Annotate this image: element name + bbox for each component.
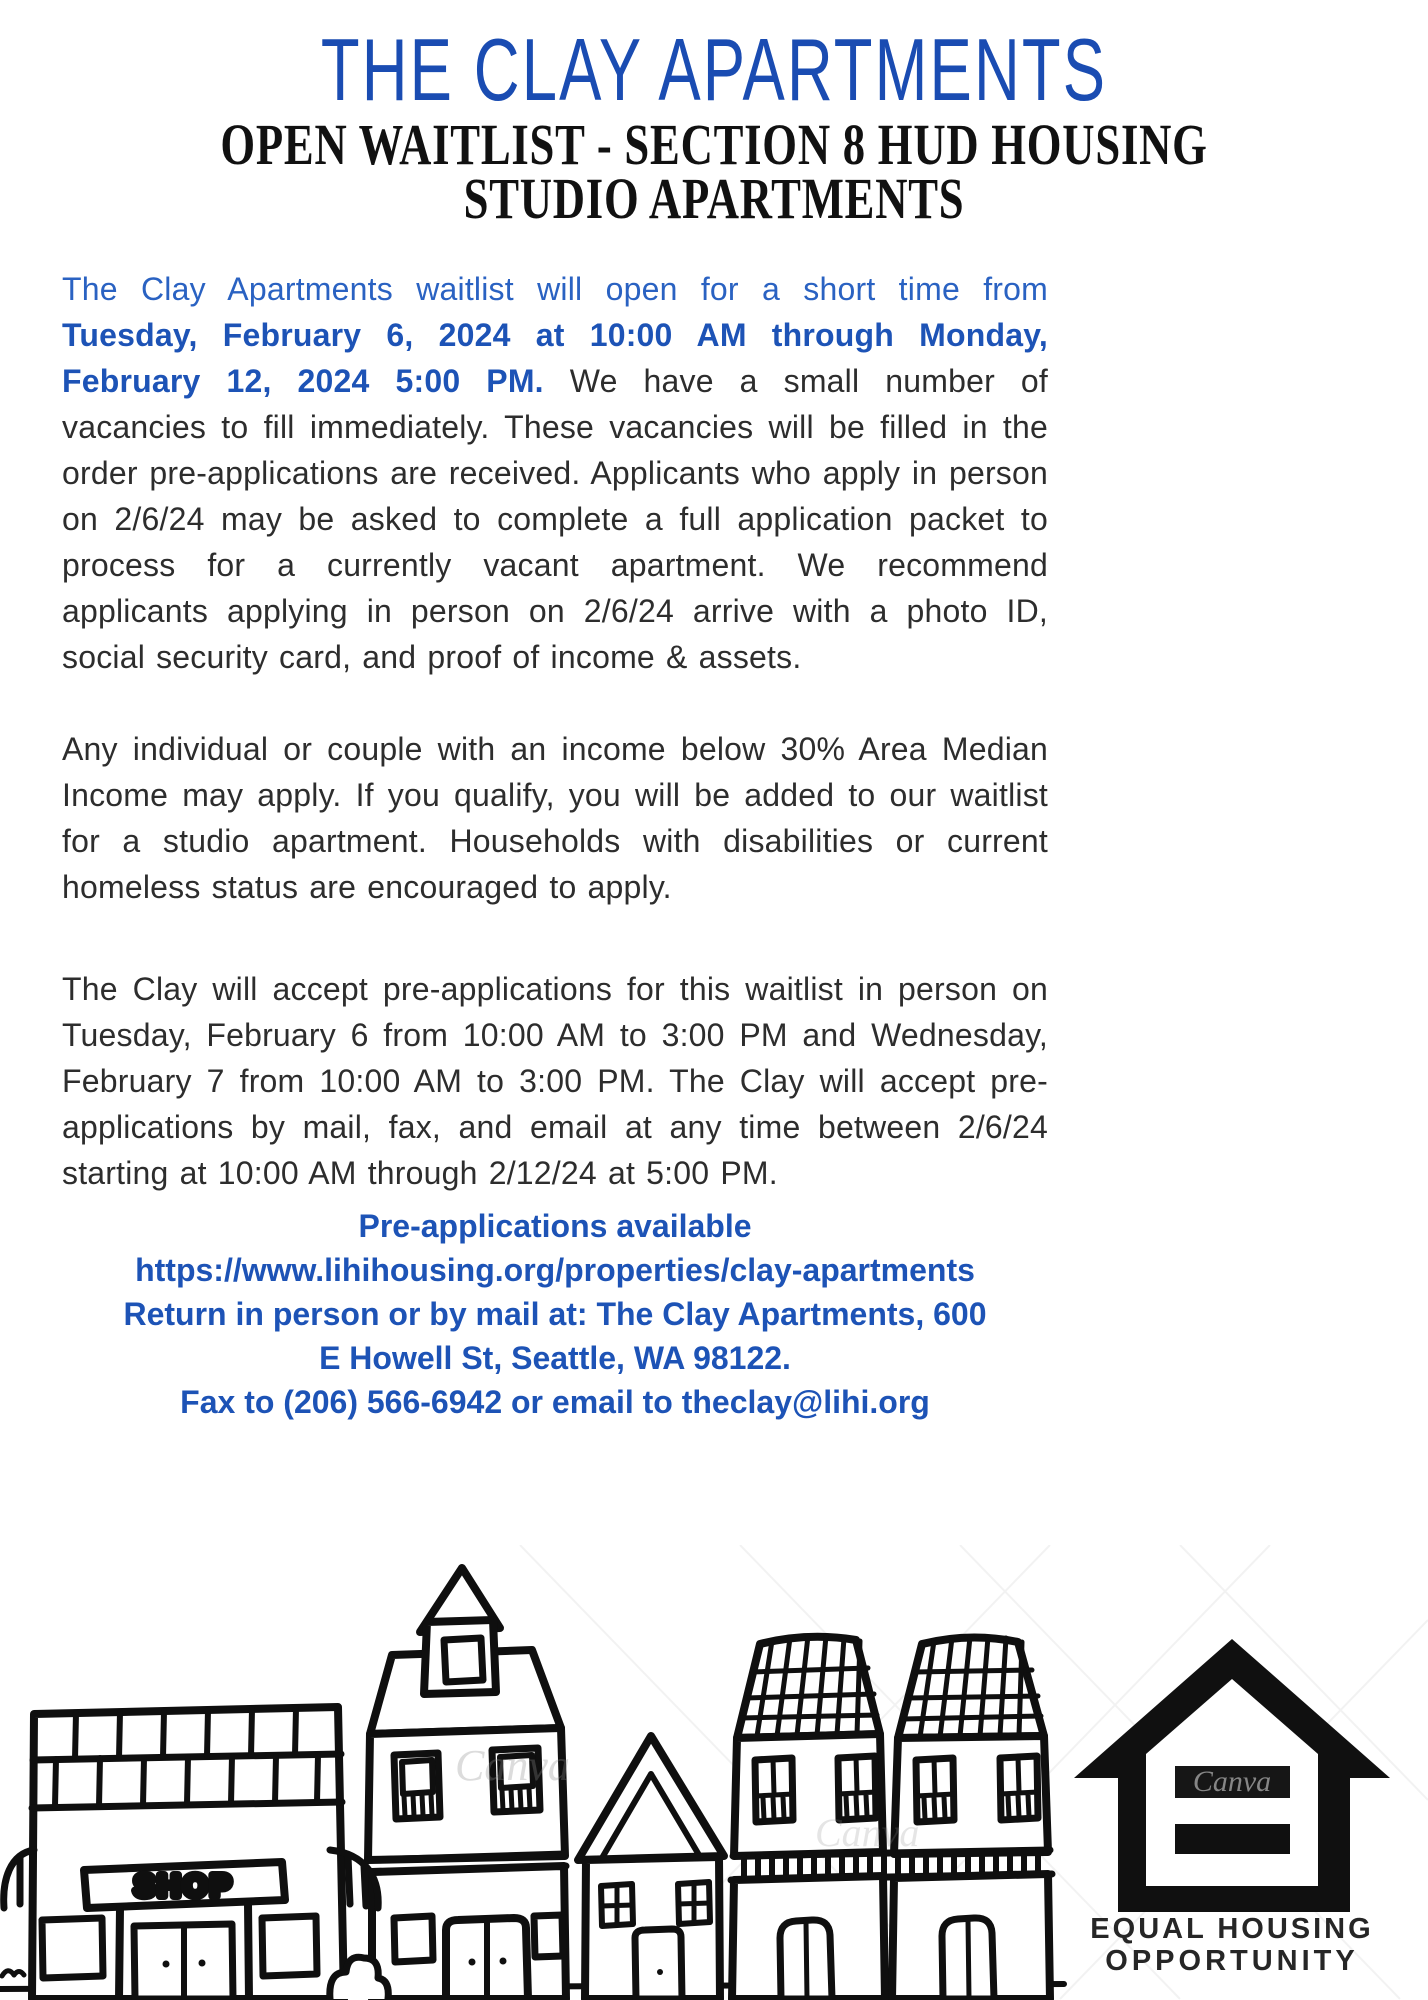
canva-watermark: Canva	[1192, 1765, 1272, 1798]
eho-label-line-2: OPPORTUNITY	[1105, 1945, 1359, 1977]
acceptance-paragraph: The Clay will accept pre-applications for this waitlist in person on Tuesday, February 6 from 10:00 AM to 3:00 PM and Wednesday, February 7 from 10:00 AM to 3:00 PM. The Clay will accept pre-applications by mail, fax, and email at any time between 2/6/24 starting at 10:00 AM through 2/12/24 at 5:00 PM.	[62, 971, 1048, 1191]
equal-housing-logo	[1074, 1639, 1390, 1977]
subtitle-line-1: OPEN WAITLIST - SECTION 8 HUD HOUSING	[220, 112, 1208, 177]
pre-applications-heading: Pre-applications available	[358, 1208, 752, 1244]
return-address-line-1: Return in person or by mail at: The Clay Apartments, 600	[123, 1296, 987, 1332]
application-url-link[interactable]: https://www.lihihousing.org/properties/clay-apartments	[135, 1252, 975, 1288]
shop-illustration	[4, 1707, 389, 1999]
houses-illustration	[0, 1545, 1428, 2000]
flyer-body	[62, 266, 1048, 1424]
equals-bottom-bar	[1175, 1824, 1290, 1854]
intro-text-rest: We have a small number of vacancies to fill immediately. These vacancies will be filled in the order pre-applications are received. Applicants who apply in person on 2/6/24 may be asked to complete a full application packet to process for a currently vacant apartment. We recommend applicants applying in person on 2/6/24 arrive with a photo ID, social security card, and proof of income & assets.	[62, 363, 1048, 675]
return-address-line-2: E Howell St, Seattle, WA 98122.	[319, 1340, 791, 1376]
subtitle-line-2: STUDIO APARTMENTS	[463, 166, 965, 231]
waitlist-dates-bold: Tuesday, February 6, 2024 at 10:00 AM through Monday, February 12, 2024 5:00 PM.	[62, 317, 1048, 399]
eho-label-line-1: EQUAL HOUSING	[1090, 1913, 1374, 1945]
canva-watermark: Canva	[455, 1741, 570, 1790]
email-link[interactable]: theclay@lihi.org	[681, 1384, 930, 1420]
contact-block	[62, 1204, 1048, 1424]
eligibility-paragraph: Any individual or couple with an income below 30% Area Median Income may apply. If you qualify, you will be added to our waitlist for a studio apartment. Households with disabilities or current homeless status are encouraged to apply.	[62, 731, 1048, 905]
page-subtitle	[164, 112, 1264, 231]
canva-watermark: Canva	[815, 1810, 920, 1855]
page-title: THE CLAY APARTMENTS	[320, 20, 1108, 119]
intro-text-blue: The Clay Apartments waitlist will open for a short time from	[62, 271, 1048, 307]
fax-number-text: Fax to (206) 566-6942 or email to	[180, 1384, 682, 1420]
intro-paragraph	[62, 266, 1048, 680]
ground-squiggle	[2, 1971, 24, 1976]
shop-sign-label: SHOP	[134, 1868, 234, 1903]
fax-email-line	[62, 1380, 1048, 1424]
gable-house-illustration	[578, 1736, 724, 1999]
flyer-header	[0, 0, 1428, 231]
